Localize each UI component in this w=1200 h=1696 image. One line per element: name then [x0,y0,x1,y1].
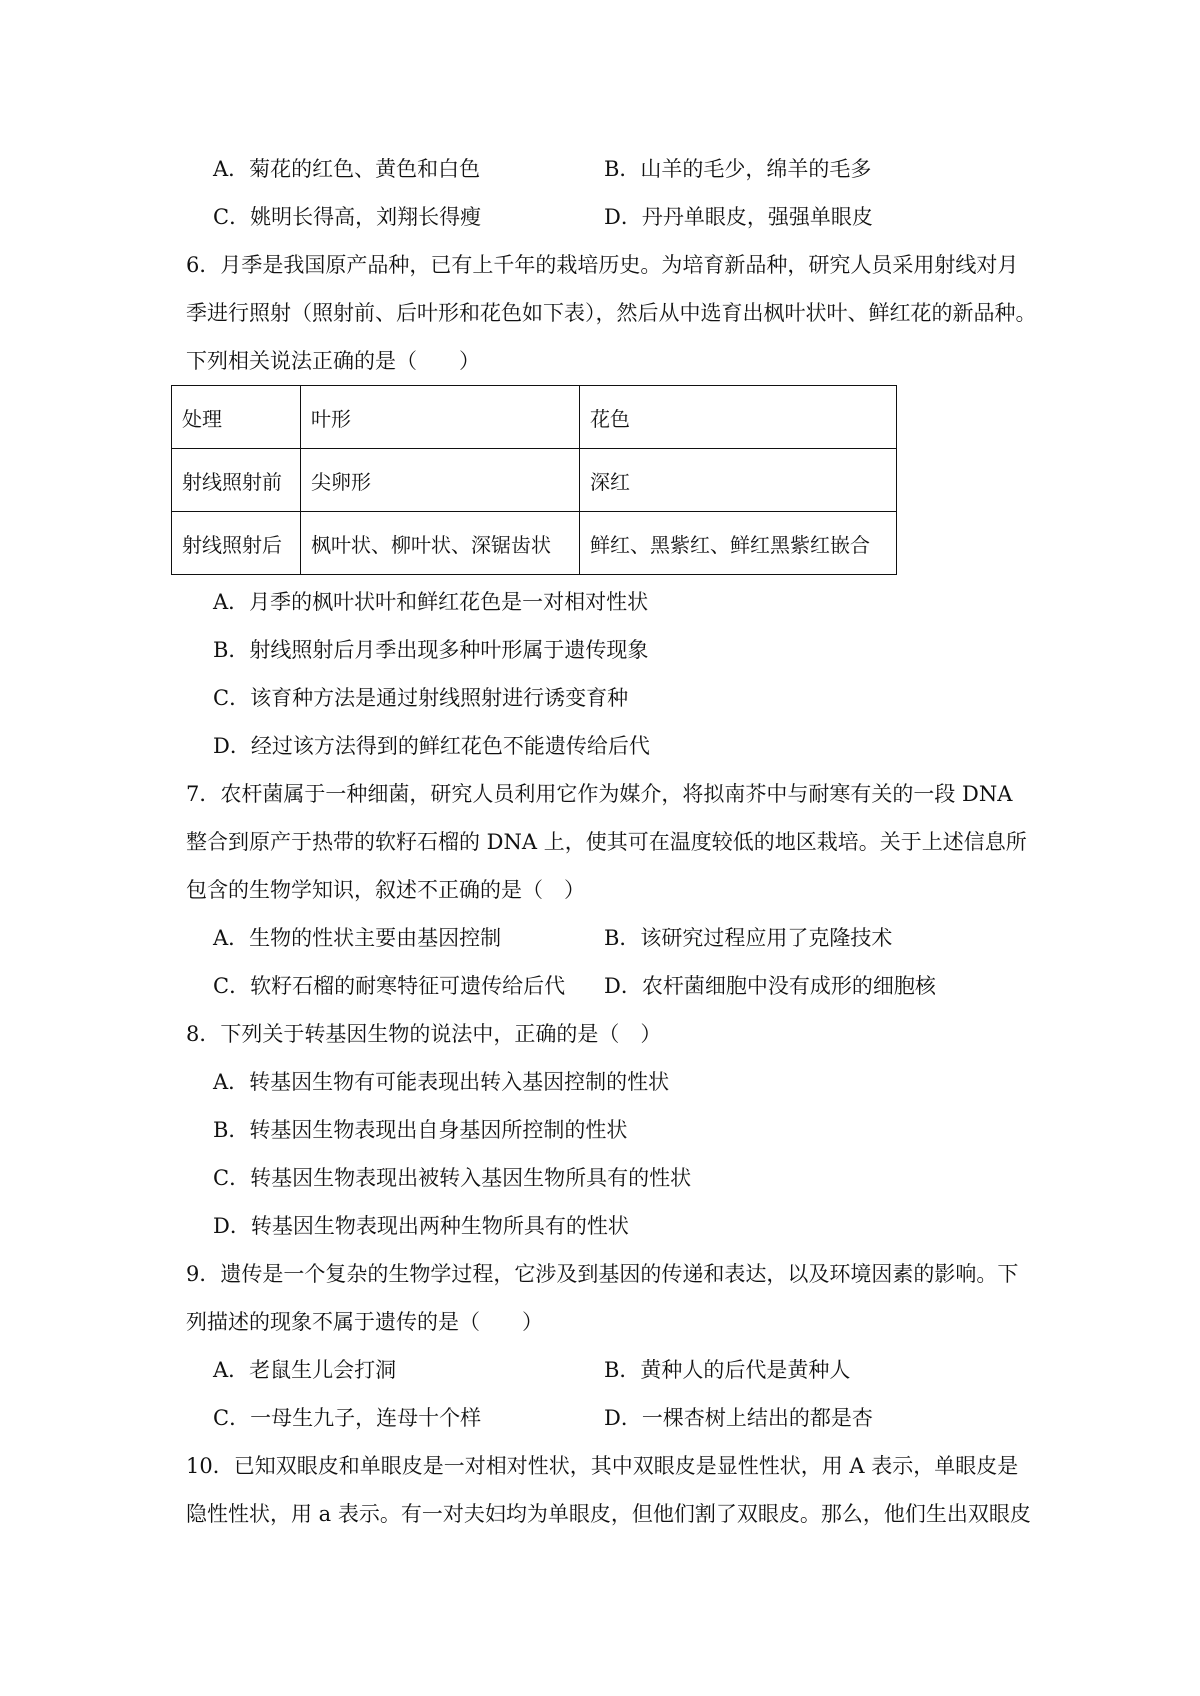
table-cell: 射线照射后 [172,512,301,575]
q8-option-b: B．转基因生物表现出自身基因所控制的性状 [213,1118,628,1142]
q7-option-d: D．农杆菌细胞中没有成形的细胞核 [604,974,936,998]
q8-option-d: D．转基因生物表现出两种生物所具有的性状 [213,1214,629,1238]
q10-stem-line-2: 隐性性状，用 a 表示。有一对夫妇均为单眼皮，但他们割了双眼皮。那么，他们生出双眼皮 [186,1502,1031,1526]
q5-option-a: A．菊花的红色、黄色和白色 [213,157,481,181]
q6-stem-line-2: 季进行照射（照射前、后叶形和花色如下表），然后从中选育出枫叶状叶、鲜红花的新品种。 [186,301,1037,325]
q9-stem-line-1: 9．遗传是一个复杂的生物学过程，它涉及到基因的传递和表达，以及环境因素的影响。下 [186,1262,1019,1286]
table-header-cell: 花色 [580,386,897,449]
table-cell: 鲜红、黑紫红、鲜红黑紫红嵌合 [580,512,897,575]
q6-stem-line-3: 下列相关说法正确的是（ ） [186,349,480,373]
q5-option-d: D．丹丹单眼皮，强强单眼皮 [604,205,873,229]
q9-stem-line-2: 列描述的现象不属于遗传的是（ ） [186,1310,543,1334]
q8-option-c: C．转基因生物表现出被转入基因生物所具有的性状 [213,1166,692,1190]
q6-option-d: D．经过该方法得到的鲜红花色不能遗传给后代 [213,734,650,758]
q6-option-b: B．射线照射后月季出现多种叶形属于遗传现象 [213,638,649,662]
table-cell: 尖卵形 [301,449,580,512]
q5-option-c: C．姚明长得高，刘翔长得瘦 [213,205,482,229]
q8-stem-line-1: 8．下列关于转基因生物的说法中，正确的是（ ） [186,1022,662,1046]
table-cell: 深红 [580,449,897,512]
q6-stem-line-1: 6．月季是我国原产品种，已有上千年的栽培历史。为培育新品种，研究人员采用射线对月 [186,253,1019,277]
q9-option-b: B．黄种人的后代是黄种人 [604,1358,851,1382]
q7-stem-line-2: 整合到原产于热带的软籽石榴的 DNA 上，使其可在温度较低的地区栽培。关于上述信息所 [186,830,1027,854]
q7-option-a: A．生物的性状主要由基因控制 [213,926,502,950]
q7-option-b: B．该研究过程应用了克隆技术 [604,926,893,950]
table-row [172,512,897,575]
table-cell: 射线照射前 [172,449,301,512]
q5-option-b: B．山羊的毛少，绵羊的毛多 [604,157,872,181]
q7-stem-line-3: 包含的生物学知识，叙述不正确的是（ ） [186,878,585,902]
q6-option-c: C．该育种方法是通过射线照射进行诱变育种 [213,686,629,710]
q7-stem-line-1: 7．农杆菌属于一种细菌，研究人员利用它作为媒介，将拟南芥中与耐寒有关的一段 DNA [186,782,1013,806]
q6-option-a: A．月季的枫叶状叶和鲜红花色是一对相对性状 [213,590,649,614]
q9-option-d: D．一棵杏树上结出的都是杏 [604,1406,873,1430]
table-row [172,449,897,512]
q8-option-a: A．转基因生物有可能表现出转入基因控制的性状 [213,1070,670,1094]
q6-data-table [171,385,897,575]
q10-stem-line-1: 10．已知双眼皮和单眼皮是一对相对性状，其中双眼皮是显性性状，用 A 表示，单眼皮是 [186,1454,1019,1478]
q9-option-c: C．一母生九子，连母十个样 [213,1406,482,1430]
table-header-cell: 处理 [172,386,301,449]
table-header-cell: 叶形 [301,386,580,449]
table-cell: 枫叶状、柳叶状、深锯齿状 [301,512,580,575]
table-header-row [172,386,897,449]
q9-option-a: A．老鼠生儿会打洞 [213,1358,397,1382]
q7-option-c: C．软籽石榴的耐寒特征可遗传给后代 [213,974,566,998]
